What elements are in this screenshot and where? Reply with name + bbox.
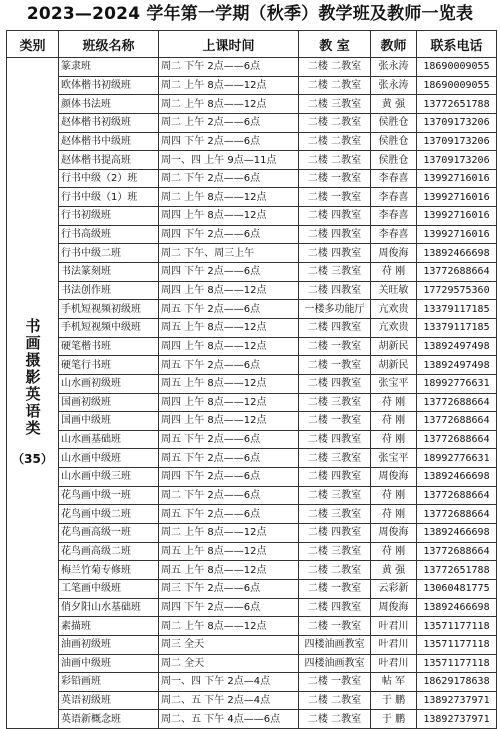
classroom-cell: 二楼 二教室 <box>299 151 371 170</box>
teacher-cell: 亢欢贵 <box>371 318 417 337</box>
class-name-cell: 梅兰竹菊专修班 <box>59 561 159 580</box>
header-classroom: 教 室 <box>299 31 371 58</box>
table-body <box>7 58 497 729</box>
phone-cell: 13379117185 <box>417 300 497 319</box>
teacher-cell: 周俊海 <box>371 468 417 487</box>
teacher-cell: 侯胜仓 <box>371 132 417 151</box>
class-name-cell: 国画中级班 <box>59 412 159 431</box>
teacher-cell: 李春喜 <box>371 169 417 188</box>
class-name-cell: 行书初级班 <box>59 207 159 226</box>
class-name-cell: 英语新概念班 <box>59 710 159 729</box>
phone-cell: 13992716016 <box>417 207 497 226</box>
teacher-cell: 云彩新 <box>371 579 417 598</box>
table-row <box>7 95 497 114</box>
table-row <box>7 486 497 505</box>
class-time-cell: 周二 上午 8点——12点 <box>159 76 299 95</box>
phone-cell: 13772688664 <box>417 505 497 524</box>
table-row <box>7 300 497 319</box>
phone-cell: 18690009055 <box>417 76 497 95</box>
phone-cell: 13772688664 <box>417 430 497 449</box>
classroom-cell: 二楼 二教室 <box>299 76 371 95</box>
classroom-cell: 二楼 一教室 <box>299 673 371 692</box>
classroom-cell: 二楼 三教室 <box>299 263 371 282</box>
class-name-cell: 颜体书法班 <box>59 95 159 114</box>
class-name-cell: 行书中级（1）班 <box>59 188 159 207</box>
class-name-cell: 工笔画中级班 <box>59 579 159 598</box>
table-row <box>7 579 497 598</box>
class-name-cell: 山水画基础班 <box>59 430 159 449</box>
teacher-cell: 关旺敏 <box>371 281 417 300</box>
phone-cell: 13892466698 <box>417 468 497 487</box>
table-row <box>7 337 497 356</box>
table-row <box>7 617 497 636</box>
table-row <box>7 542 497 561</box>
class-time-cell: 周五 下午 2点——6点 <box>159 356 299 375</box>
phone-cell: 13709173206 <box>417 132 497 151</box>
table-row <box>7 169 497 188</box>
phone-cell: 13772651788 <box>417 95 497 114</box>
classroom-cell: 二楼 一教室 <box>299 579 371 598</box>
phone-cell: 13892737971 <box>417 691 497 710</box>
table-row <box>7 263 497 282</box>
header-class-name: 班级名称 <box>59 31 159 58</box>
table-row <box>7 691 497 710</box>
table-row <box>7 225 497 244</box>
class-time-cell: 周二 上午 2点——6点 <box>159 113 299 132</box>
table-row <box>7 244 497 263</box>
class-time-cell: 周一、四 下午 2点—4点 <box>159 673 299 692</box>
phone-cell: 17729575360 <box>417 281 497 300</box>
phone-cell: 18690009055 <box>417 58 497 77</box>
header-class-time: 上课时间 <box>159 31 299 58</box>
class-time-cell: 周四 上午 8点——12点 <box>159 337 299 356</box>
table-row <box>7 207 497 226</box>
table-row <box>7 281 497 300</box>
teacher-cell: 苻 刚 <box>371 505 417 524</box>
classroom-cell: 二楼 三教室 <box>299 393 371 412</box>
header-teacher: 教师 <box>371 31 417 58</box>
teacher-cell: 张宝平 <box>371 374 417 393</box>
classroom-cell: 二楼 一教室 <box>299 337 371 356</box>
phone-cell: 13892466698 <box>417 244 497 263</box>
classroom-cell: 二楼 二教室 <box>299 691 371 710</box>
class-time-cell: 周五 下午 2点——6点 <box>159 430 299 449</box>
class-time-cell: 周一、四 上午 9点—11点 <box>159 151 299 170</box>
class-name-cell: 花鸟画中级二班 <box>59 505 159 524</box>
classroom-cell: 二楼 四教室 <box>299 430 371 449</box>
classroom-cell: 四楼油画教室 <box>299 654 371 673</box>
classroom-cell: 二楼 四教室 <box>299 374 371 393</box>
classroom-cell: 二楼 四教室 <box>299 318 371 337</box>
teacher-cell: 侯胜仓 <box>371 113 417 132</box>
class-time-cell: 周四 上午 8点——12点 <box>159 393 299 412</box>
class-time-cell: 周五 下午 2点——6点 <box>159 505 299 524</box>
class-time-cell: 周四 上午 8点——12点 <box>159 281 299 300</box>
class-name-cell: 英语初级班 <box>59 691 159 710</box>
table-row <box>7 113 497 132</box>
teacher-cell: 侯胜仓 <box>371 151 417 170</box>
table-row <box>7 132 497 151</box>
phone-cell: 13571177118 <box>417 635 497 654</box>
classroom-cell: 二楼 三教室 <box>299 542 371 561</box>
class-time-cell: 周二、五 下午 2点—4点 <box>159 691 299 710</box>
header-category: 类别 <box>7 31 59 58</box>
phone-cell: 13379117185 <box>417 318 497 337</box>
table-row <box>7 449 497 468</box>
class-time-cell: 周二 下午、周三上午 <box>159 244 299 263</box>
phone-cell: 13892466698 <box>417 524 497 543</box>
class-time-cell: 周四 下午 2点——6点 <box>159 598 299 617</box>
teacher-cell: 李春喜 <box>371 225 417 244</box>
teacher-cell: 张永涛 <box>371 58 417 77</box>
phone-cell: 13772688664 <box>417 393 497 412</box>
class-name-cell: 硬笔行书班 <box>59 356 159 375</box>
class-time-cell: 周二、五 下午 4点——6点 <box>159 710 299 729</box>
phone-cell: 18992776631 <box>417 374 497 393</box>
table-row <box>7 76 497 95</box>
phone-cell: 13709173206 <box>417 151 497 170</box>
classroom-cell: 二楼 三教室 <box>299 449 371 468</box>
classroom-cell: 二楼 四教室 <box>299 207 371 226</box>
table-row <box>7 524 497 543</box>
teacher-cell: 叶君川 <box>371 635 417 654</box>
phone-cell: 13709173206 <box>417 113 497 132</box>
table-row <box>7 58 497 77</box>
class-time-cell: 周四 下午 2点——6点 <box>159 468 299 487</box>
table-row <box>7 635 497 654</box>
table-row <box>7 561 497 580</box>
phone-cell: 13571177118 <box>417 654 497 673</box>
class-time-cell: 周二 下午 2点——6点 <box>159 58 299 77</box>
teacher-cell: 亢欢贵 <box>371 300 417 319</box>
table-row <box>7 393 497 412</box>
table-row <box>7 598 497 617</box>
phone-cell: 13772688664 <box>417 486 497 505</box>
teacher-cell: 周俊海 <box>371 244 417 263</box>
teacher-cell: 苻 刚 <box>371 430 417 449</box>
class-name-cell: 行书中级（2）班 <box>59 169 159 188</box>
classroom-cell: 二楼 一教室 <box>299 412 371 431</box>
teacher-cell: 叶君川 <box>371 617 417 636</box>
classroom-cell: 二楼 一教室 <box>299 356 371 375</box>
classroom-cell: 二楼 三教室 <box>299 486 371 505</box>
teacher-cell: 周俊海 <box>371 598 417 617</box>
phone-cell: 13892497498 <box>417 356 497 375</box>
phone-cell: 13992716016 <box>417 169 497 188</box>
class-time-cell: 周二 上午 8点——12点 <box>159 524 299 543</box>
table-row <box>7 430 497 449</box>
teacher-cell: 苻 刚 <box>371 412 417 431</box>
class-time-cell: 周四 下午 2点——6点 <box>159 132 299 151</box>
class-name-cell: 赵体楷书初级班 <box>59 113 159 132</box>
teacher-cell: 胡新民 <box>371 356 417 375</box>
teacher-cell: 苻 刚 <box>371 542 417 561</box>
phone-cell: 13992716016 <box>417 188 497 207</box>
table-row <box>7 505 497 524</box>
class-name-cell: 手机短视频中级班 <box>59 318 159 337</box>
class-name-cell: 手机短视频初级班 <box>59 300 159 319</box>
class-name-cell: 山水画初级班 <box>59 374 159 393</box>
table-row <box>7 468 497 487</box>
class-name-cell: 篆隶班 <box>59 58 159 77</box>
class-time-cell: 周五 上午 8点——12点 <box>159 318 299 337</box>
class-name-cell: 油画中级班 <box>59 654 159 673</box>
teacher-cell: 胡新民 <box>371 337 417 356</box>
header-row <box>7 31 497 58</box>
class-name-cell: 行书中级二班 <box>59 244 159 263</box>
classroom-cell: 二楼 一教室 <box>299 169 371 188</box>
phone-cell: 13772688664 <box>417 263 497 282</box>
table-row <box>7 151 497 170</box>
class-time-cell: 周四 下午 2点——6点 <box>159 225 299 244</box>
class-name-cell: 赵体楷书中级班 <box>59 132 159 151</box>
class-time-cell: 周五 下午 2点——6点 <box>159 449 299 468</box>
table-row <box>7 356 497 375</box>
class-name-cell: 国画初级班 <box>59 393 159 412</box>
category-count: （35） <box>12 452 53 467</box>
classroom-cell: 二楼 二教室 <box>299 113 371 132</box>
table-row <box>7 188 497 207</box>
class-name-cell: 彩铅画班 <box>59 673 159 692</box>
classroom-cell: 二楼 四教室 <box>299 225 371 244</box>
class-name-cell: 欧体楷书初级班 <box>59 76 159 95</box>
classroom-cell: 四楼油画教室 <box>299 635 371 654</box>
phone-cell: 13992716016 <box>417 225 497 244</box>
phone-cell: 13060481775 <box>417 579 497 598</box>
class-time-cell: 周五 上午 8点——12点 <box>159 561 299 580</box>
class-name-cell: 行书高级班 <box>59 225 159 244</box>
phone-cell: 18629178638 <box>417 673 497 692</box>
phone-cell: 13892497498 <box>417 337 497 356</box>
class-name-cell: 山水画中级班 <box>59 449 159 468</box>
header-phone: 联系电话 <box>417 31 497 58</box>
class-time-cell: 周四 下午 2点——6点 <box>159 263 299 282</box>
class-time-cell: 周五 上午 8点——12点 <box>159 374 299 393</box>
page-title: 2023—2024 学年第一学期（秋季）教学班及教师一览表 <box>26 4 474 24</box>
table-row <box>7 654 497 673</box>
class-name-cell: 花鸟画高级一班 <box>59 524 159 543</box>
teacher-cell: 帖 军 <box>371 673 417 692</box>
classroom-cell: 二楼 三教室 <box>299 95 371 114</box>
table-row <box>7 412 497 431</box>
teacher-cell: 苻 刚 <box>371 393 417 412</box>
phone-cell: 13571177118 <box>417 617 497 636</box>
class-name-cell: 俏夕阳山水基础班 <box>59 598 159 617</box>
classroom-cell: 二楼 二教室 <box>299 561 371 580</box>
class-name-cell: 素描班 <box>59 617 159 636</box>
phone-cell: 13772688664 <box>417 542 497 561</box>
class-time-cell: 周二 上午 8点——12点 <box>159 617 299 636</box>
category-label: 书画摄影英语类 <box>23 318 42 438</box>
phone-cell: 13892737971 <box>417 710 497 729</box>
classroom-cell: 二楼 四教室 <box>299 468 371 487</box>
class-time-cell: 周二 下午 2点——6点 <box>159 169 299 188</box>
class-time-cell: 周五 下午 2点——6点 <box>159 300 299 319</box>
table-row <box>7 318 497 337</box>
classroom-cell: 二楼 二教室 <box>299 132 371 151</box>
class-time-cell: 周四 上午 8点——12点 <box>159 207 299 226</box>
class-time-cell: 周三 全天 <box>159 635 299 654</box>
classroom-cell: 二楼 二教室 <box>299 710 371 729</box>
teacher-cell: 黄 强 <box>371 561 417 580</box>
table-row <box>7 710 497 729</box>
class-time-cell: 周五 上午 8点——12点 <box>159 542 299 561</box>
classroom-cell: 二楼 一教室 <box>299 188 371 207</box>
class-name-cell: 花鸟画高级二班 <box>59 542 159 561</box>
table-row <box>7 374 497 393</box>
class-name-cell: 书法篆刻班 <box>59 263 159 282</box>
phone-cell: 13772688664 <box>417 412 497 431</box>
teacher-cell: 李春喜 <box>371 207 417 226</box>
class-name-cell: 山水画中级三班 <box>59 468 159 487</box>
classroom-cell: 二楼 四教室 <box>299 524 371 543</box>
class-time-cell: 周二 上午 8点——12点 <box>159 95 299 114</box>
teacher-cell: 黄 强 <box>371 95 417 114</box>
phone-cell: 18992776631 <box>417 449 497 468</box>
class-time-cell: 周二 下午 2点——6点 <box>159 486 299 505</box>
class-time-cell: 周四 上午 8点——12点 <box>159 412 299 431</box>
teacher-cell: 苻 刚 <box>371 263 417 282</box>
teacher-cell: 李春喜 <box>371 188 417 207</box>
class-name-cell: 赵体楷书提高班 <box>59 151 159 170</box>
classroom-cell: 二楼 四教室 <box>299 244 371 263</box>
classroom-cell: 一楼多功能厅 <box>299 300 371 319</box>
class-time-cell: 周二 全天 <box>159 654 299 673</box>
teacher-cell: 苻 刚 <box>371 486 417 505</box>
teacher-cell: 张永涛 <box>371 76 417 95</box>
class-time-cell: 周三 下午 2点——6点 <box>159 579 299 598</box>
category-cell <box>7 58 59 729</box>
classroom-cell: 二楼 二教室 <box>299 58 371 77</box>
table-row <box>7 673 497 692</box>
phone-cell: 13772651788 <box>417 561 497 580</box>
teacher-cell: 叶君川 <box>371 654 417 673</box>
class-name-cell: 书法创作班 <box>59 281 159 300</box>
class-time-cell: 周二 上午 8点——12点 <box>159 188 299 207</box>
classroom-cell: 二楼 四教室 <box>299 281 371 300</box>
phone-cell: 13892466698 <box>417 598 497 617</box>
classroom-cell: 二楼 三教室 <box>299 505 371 524</box>
teacher-cell: 周俊海 <box>371 524 417 543</box>
teacher-cell: 于 鹏 <box>371 710 417 729</box>
class-name-cell: 花鸟画中级一班 <box>59 486 159 505</box>
class-name-cell: 硬笔楷书班 <box>59 337 159 356</box>
class-teacher-table <box>6 30 497 729</box>
classroom-cell: 二楼 四教室 <box>299 598 371 617</box>
teacher-cell: 于 鹏 <box>371 691 417 710</box>
classroom-cell: 二楼 一教室 <box>299 617 371 636</box>
teacher-cell: 张宝平 <box>371 449 417 468</box>
class-name-cell: 油画初级班 <box>59 635 159 654</box>
